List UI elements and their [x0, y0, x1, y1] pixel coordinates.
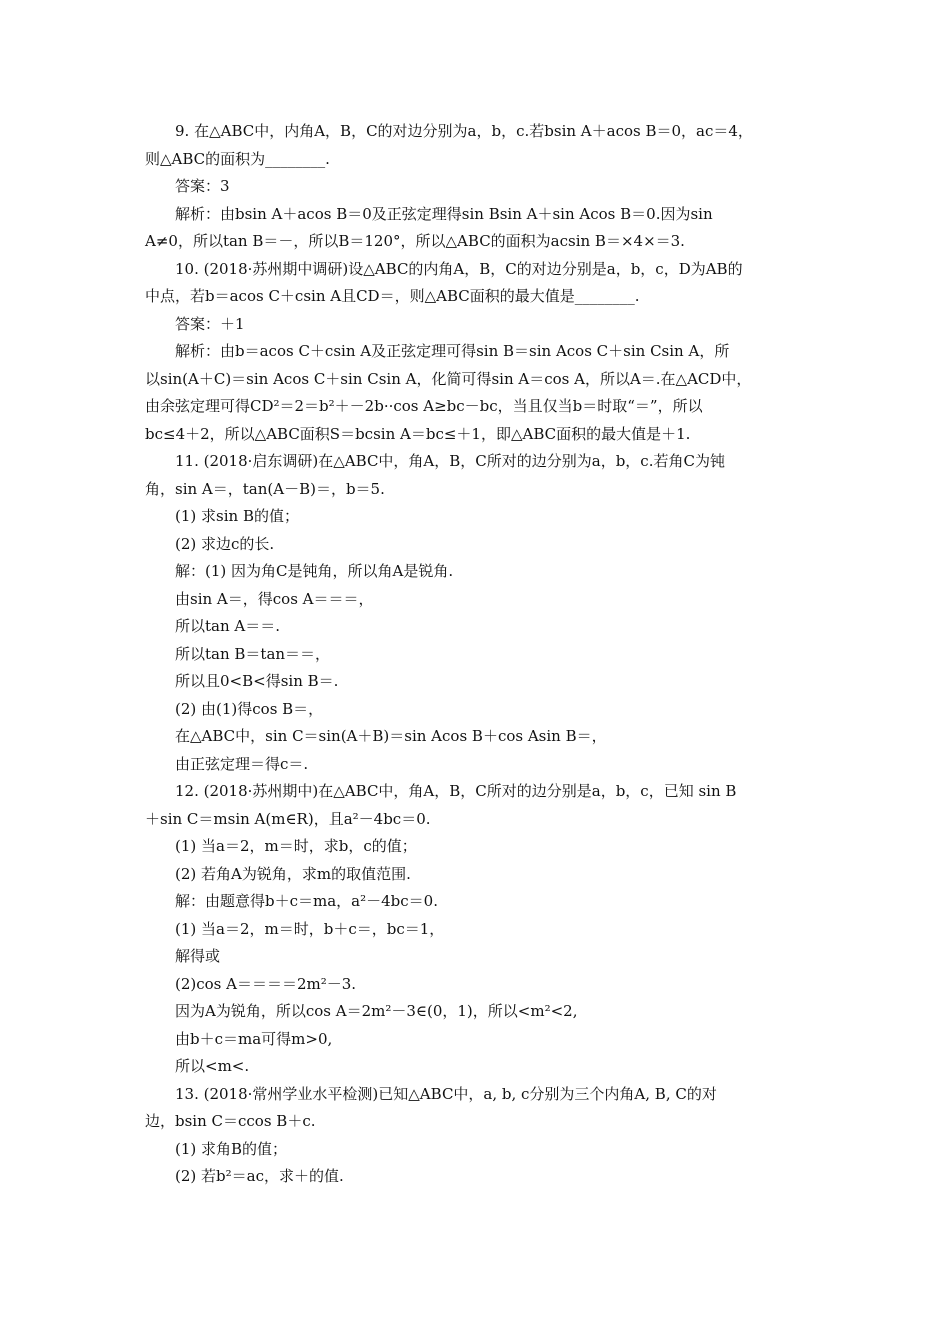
solution-12-line-4: (2)cos A＝＝＝＝2m²－3.: [175, 974, 357, 993]
solution-11-line-7: 在△ABC中，sin C＝sin(A＋B)＝sin Acos B＋cos Asin B＝，: [175, 727, 607, 745]
solution-11-line-1: 解：(1) 因为角C是钝角，所以角A是锐角.: [175, 562, 454, 580]
page-content: [145, 118, 810, 1191]
solution-12-line-6: 由b＋c＝ma可得m>0,: [175, 1029, 333, 1048]
solution-9-line-1: 解析：由bsin A＋acos B＝0及正弦定理得sin Bsin A＋sin Acos B＝0.因为sin: [175, 204, 713, 223]
problem-11-part-1: (1) 求sin B的值；: [175, 507, 299, 525]
solution-12-line-1: 解：由题意得b＋c＝ma，a²－4bc＝0.: [175, 892, 438, 910]
solution-11-line-8: 由正弦定理＝得c＝.: [175, 754, 309, 773]
solution-11-line-5: 所以且0<B<得sin B＝.: [175, 672, 339, 690]
solution-10-line-1: 解析：由b＝acos C＋csin A及正弦定理可得sin B＝sin Acos C＋sin Csin A，所: [175, 342, 730, 360]
solution-9-line-2: A≠0，所以tan B＝－，所以B＝120°，所以△ABC的面积为acsin B＝×4×＝3.: [145, 232, 685, 250]
problem-13-line-1: 13. (2018·常州学业水平检测)已知△ABC中，a, b, c分别为三个内角A, B, C的对: [175, 1084, 717, 1103]
answer-9: 答案：3: [175, 177, 230, 195]
problem-13-line-2: 边，bsin C＝ccos B＋c.: [145, 1112, 316, 1130]
solution-10-line-2: 以sin(A＋C)＝sin Acos C＋sin Csin A，化简可得sin A＝cos A，所以A＝.在△ACD中，: [145, 369, 752, 388]
solution-12-line-7: 所以<m<.: [175, 1057, 250, 1075]
problem-10-line-1: 10. (2018·苏州期中调研)设△ABC的内角A，B，C的对边分别是a，b，c，D为AB的: [175, 259, 743, 278]
problem-9-line-2: 则△ABC的面积为________.: [145, 149, 330, 168]
solution-12-line-3: 解得或: [175, 947, 221, 965]
solution-11-line-4: 所以tan B＝tan＝＝，: [175, 644, 331, 663]
problem-9-line-1: 9. 在△ABC中，内角A，B，C的对边分别为a，b，c.若bsin A＋acos B＝0，ac＝4，: [175, 122, 753, 140]
answer-10: 答案：＋1: [175, 314, 245, 333]
problem-12-part-2: (2) 若角A为锐角，求m的取值范围.: [175, 864, 411, 883]
problem-12-line-2: ＋sin C＝msin A(m∈R)，且a²－4bc＝0.: [145, 809, 431, 828]
solution-11-line-6: (2) 由(1)得cos B＝，: [175, 699, 324, 718]
solution-11-line-2: 由sin A＝，得cos A＝＝＝，: [175, 589, 374, 608]
solution-10-line-4: bc≤4＋2，所以△ABC面积S＝bcsin A＝bc≤＋1，即△ABC面积的最大值是＋1.: [145, 424, 691, 443]
problem-13-part-2: (2) 若b²＝ac，求＋的值.: [175, 1167, 344, 1185]
solution-12-line-2: (1) 当a＝2，m＝时，b＋c＝，bc＝1，: [175, 919, 445, 938]
solution-12-line-5: 因为A为锐角，所以cos A＝2m²－3∈(0，1)，所以<m²<2,: [175, 1002, 578, 1020]
problem-11-part-2: (2) 求边c的长.: [175, 534, 275, 553]
solution-10-line-3: 由余弦定理可得CD²＝2＝b²＋－2b··cos A≥bc－bc，当且仅当b＝时取“＝”，所以: [145, 397, 703, 415]
problem-11-line-1: 11. (2018·启东调研)在△ABC中，角A，B，C所对的边分别为a，b，c.若角C为钝: [175, 452, 725, 470]
solution-11-line-3: 所以tan A＝＝.: [175, 617, 281, 635]
problem-11-line-2: 角，sin A＝，tan(A－B)＝，b＝5.: [145, 479, 385, 498]
problem-12-part-1: (1) 当a＝2，m＝时，求b，c的值；: [175, 837, 417, 855]
problem-10-line-2: 中点，若b＝acos C＋csin A且CD＝，则△ABC面积的最大值是________.: [145, 287, 640, 305]
problem-12-line-1: 12. (2018·苏州期中)在△ABC中，角A，B，C所对的边分别是a，b，c，已知 sin B: [175, 782, 737, 800]
problem-13-part-1: (1) 求角B的值；: [175, 1139, 288, 1158]
